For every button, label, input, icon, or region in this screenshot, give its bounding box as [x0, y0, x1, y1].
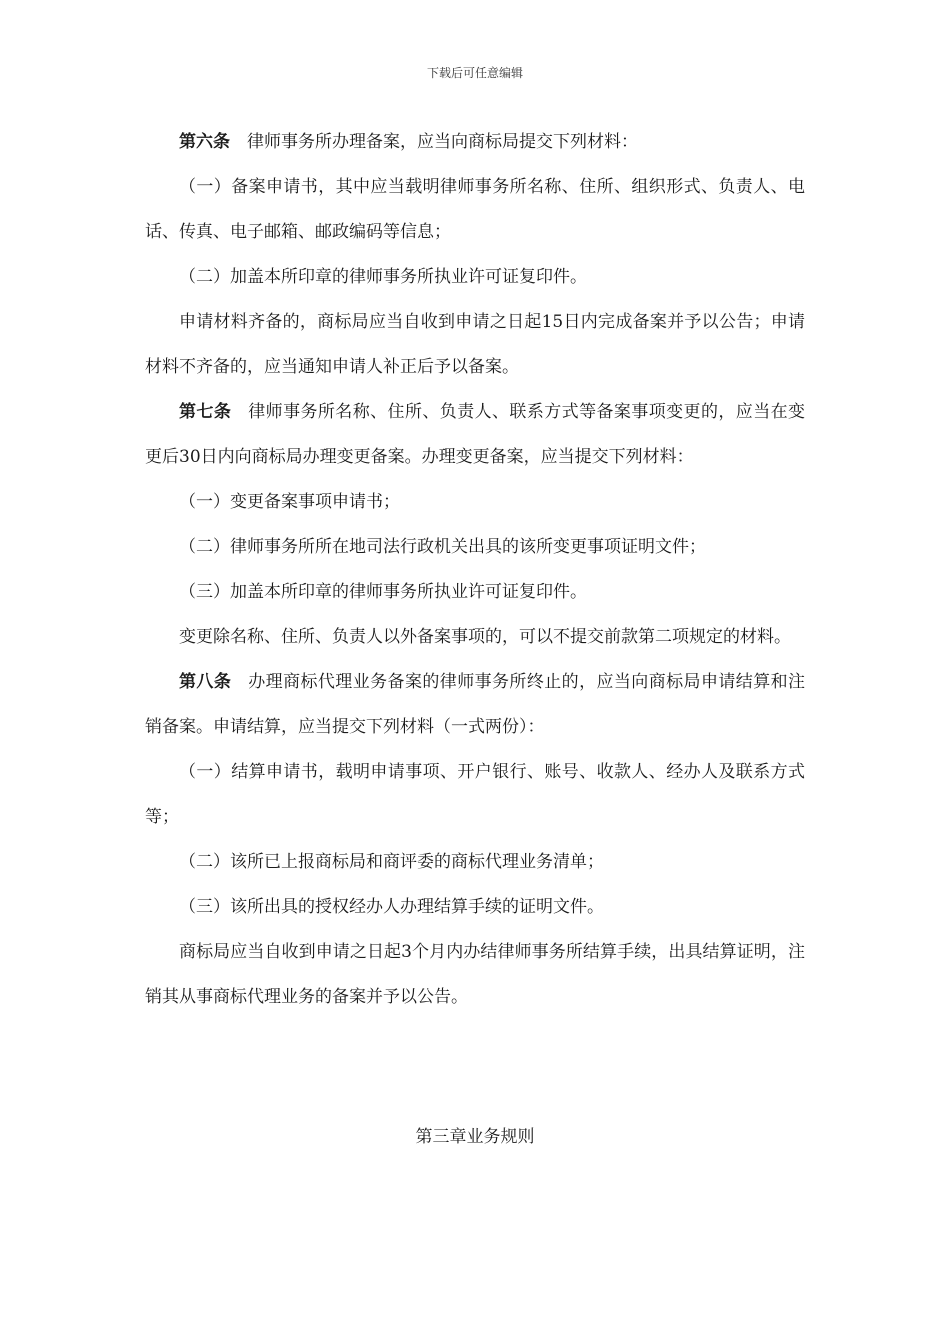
article-7-item-3: （三）加盖本所印章的律师事务所执业许可证复印件。: [179, 582, 587, 602]
article-7-item-2: （二）律师事务所所在地司法行政机关出具的该所变更事项证明文件；: [179, 537, 706, 557]
article-8-item-2: （二）该所已上报商标局和商评委的商标代理业务清单；: [179, 852, 604, 872]
article-8-intro-text: 办理商标代理业务备案的律师事务所终止的，应当向商标局申请结算和注销备案。申请结算，应当提交下列材料（一式两份）：: [145, 672, 806, 737]
article-8-item-1: （一）结算申请书，载明申请事项、开户银行、账号、收款人、经办人及联系方式等；: [145, 762, 805, 827]
article-6-intro: [145, 120, 805, 165]
article-8-paragraph: 商标局应当自收到申请之日起3个月内办结律师事务所结算手续，出具结算证明，注销其从事商标代理业务的备案并予以公告。: [145, 942, 805, 1007]
article-7-intro-text: 律师事务所名称、住所、负责人、联系方式等备案事项变更的，应当在变更后30日内向商标局办理变更备案。办理变更备案，应当提交下列材料：: [145, 402, 806, 467]
article-7-intro: [145, 390, 805, 480]
chapter-number: 第三章: [415, 1127, 467, 1147]
article-7-paragraph: 变更除名称、住所、负责人以外备案事项的，可以不提交前款第二项规定的材料。: [179, 627, 791, 647]
article-8-label: 第八条: [179, 672, 232, 692]
article-7-item-1: （一）变更备案事项申请书；: [179, 492, 400, 512]
article-8-intro: [145, 660, 805, 750]
article-7-label: 第七条: [179, 402, 232, 422]
chapter-title: 业务规则: [466, 1127, 535, 1147]
article-6-label: 第六条: [179, 132, 230, 152]
article-6-intro-text: 律师事务所办理备案，应当向商标局提交下列材料：: [247, 132, 638, 152]
document-body: [145, 120, 805, 1020]
article-8-item-3: （三）该所出具的授权经办人办理结算手续的证明文件。: [179, 897, 604, 917]
article-6-item-1: （一）备案申请书，其中应当载明律师事务所名称、住所、组织形式、负责人、电话、传真、电子邮箱、邮政编码等信息；: [145, 177, 805, 242]
article-6-item-2: （二）加盖本所印章的律师事务所执业许可证复印件。: [179, 267, 587, 287]
chapter-heading: [0, 1115, 950, 1160]
page-header-note: 下载后可任意编辑: [426, 66, 523, 80]
article-6-paragraph: 申请材料齐备的，商标局应当自收到申请之日起15日内完成备案并予以公告；申请材料不齐备的，应当通知申请人补正后予以备案。: [145, 312, 805, 377]
